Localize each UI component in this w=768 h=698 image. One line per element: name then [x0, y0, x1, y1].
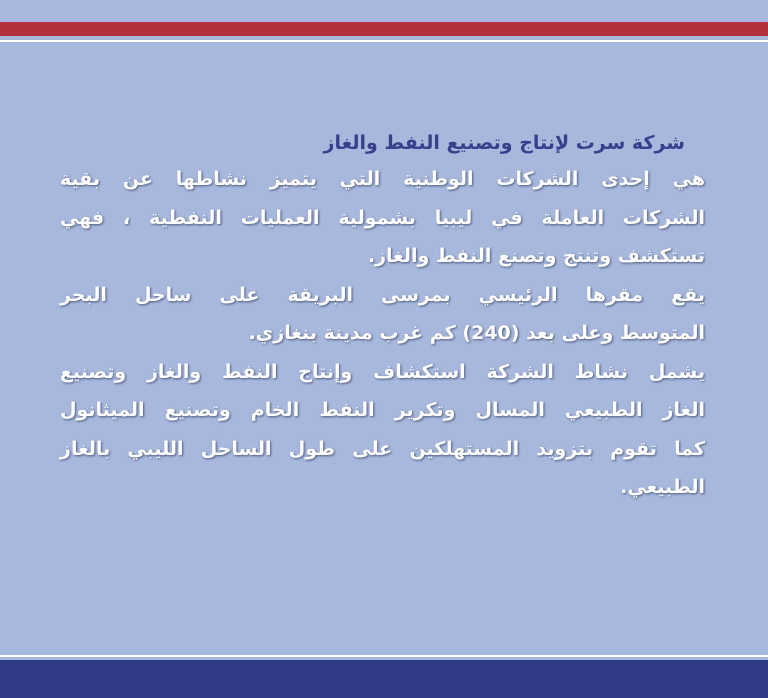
top-red-band [0, 22, 768, 36]
bottom-white-line [0, 655, 768, 657]
body-line-6: يشمل نشاط الشركة استكشاف وإنتاج النفط والغاز وتصنيع [60, 360, 705, 383]
body-line-2: الشركات العاملة في ليبيا بشمولية العمليات النفطية ، فهي [60, 206, 705, 229]
body-line-9: الطبيعي. [620, 476, 705, 498]
bottom-navy-band [0, 660, 768, 698]
body-line-7: الغاز الطبيعي المسال وتكرير النفط الخام وتصنيع الميثانول [60, 399, 705, 421]
top-white-line [0, 40, 768, 42]
body-line-5: المتوسط وعلى بعد (240) كم غرب مدينة بنغازي. [248, 322, 705, 344]
body-line-8: كما تقوم بتزويد المستهلكين على طول الساحل الليبي بالغاز [60, 437, 705, 460]
body-line-4: يقع مقرها الرئيسي بمرسى البريقة على ساحل البحر [60, 283, 705, 306]
body-line-3: تستكشف وتنتج وتصنع النفط والغاز. [367, 245, 705, 267]
body-line-1: هي إحدى الشركات الوطنية التي يتميز نشاطها عن بقية [60, 168, 705, 190]
article-title: شركة سرت لإنتاج وتصنيع النفط والغاز [323, 132, 685, 154]
article [60, 126, 705, 507]
